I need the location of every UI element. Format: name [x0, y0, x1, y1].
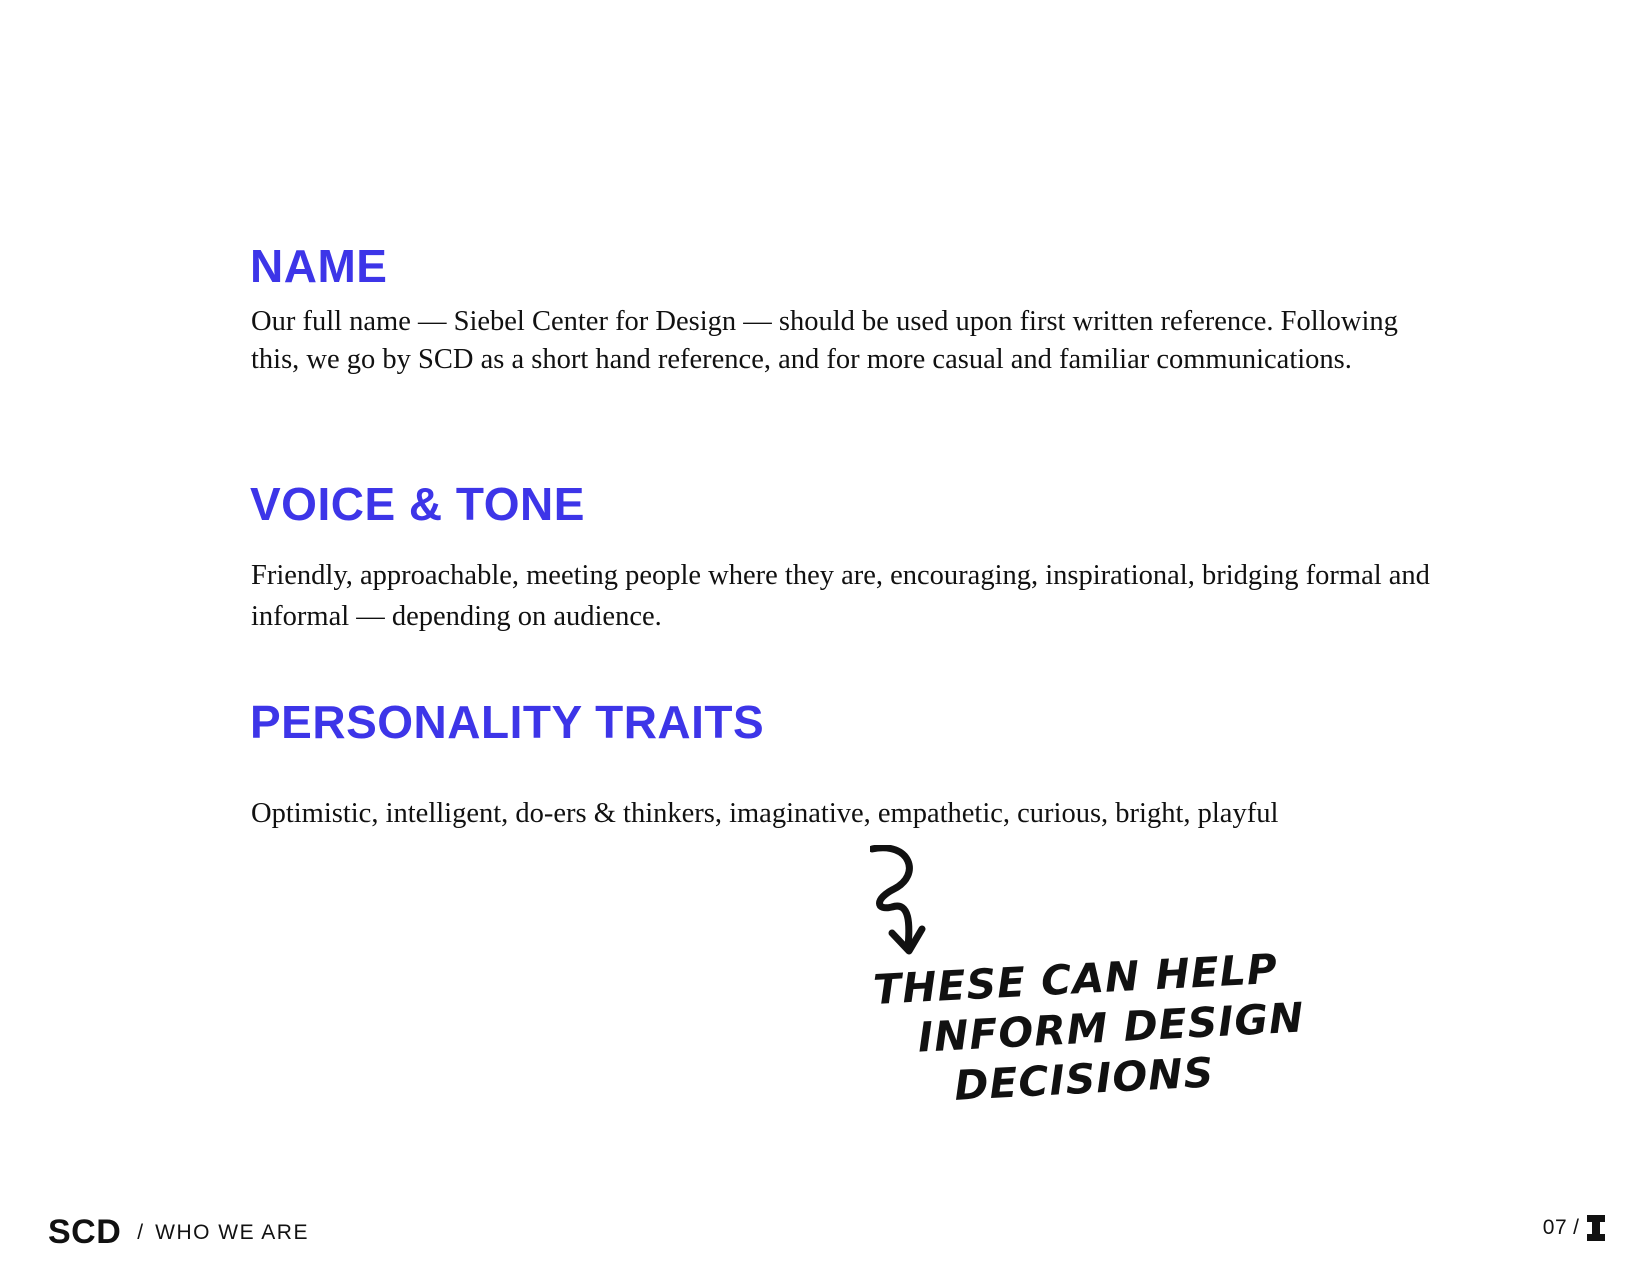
personality-traits-body: Optimistic, intelligent, do-ers & thinkers, imaginative, empathetic, curious, bright, playful: [251, 798, 1279, 829]
handwritten-note-line-2: INFORM DESIGN: [916, 993, 1306, 1062]
voice-tone-body: Friendly, approachable, meeting people where they are, encouraging, inspirational, bridging formal and informal — depending on audience.: [251, 560, 1430, 632]
footer-brand: SCD: [48, 1213, 122, 1251]
name-body: Our full name — Siebel Center for Design — should be used upon first written reference. Following this, we go by SCD as a short hand reference, and for more casual and familiar communications.: [251, 306, 1398, 375]
name-heading: NAME: [250, 240, 388, 292]
footer-page-indicator: [1543, 1215, 1605, 1241]
voice-tone-heading: VOICE & TONE: [250, 478, 585, 530]
handwritten-note-line-1: THESE CAN HELP: [872, 944, 1280, 1014]
footer-section-title: WHO WE ARE: [155, 1220, 309, 1244]
handwritten-note-line-3: DECISIONS: [953, 1048, 1216, 1110]
personality-traits-heading: PERSONALITY TRAITS: [250, 696, 765, 748]
footer-separator: /: [137, 1220, 144, 1244]
hand-drawn-loop-arrow-icon: [870, 845, 950, 960]
block-i-logo-icon: [1587, 1215, 1605, 1241]
page-number: 07: [1542, 1216, 1568, 1239]
page-separator: /: [1573, 1216, 1579, 1239]
footer-breadcrumb: [48, 1213, 309, 1252]
handwritten-note: [872, 944, 1306, 1115]
